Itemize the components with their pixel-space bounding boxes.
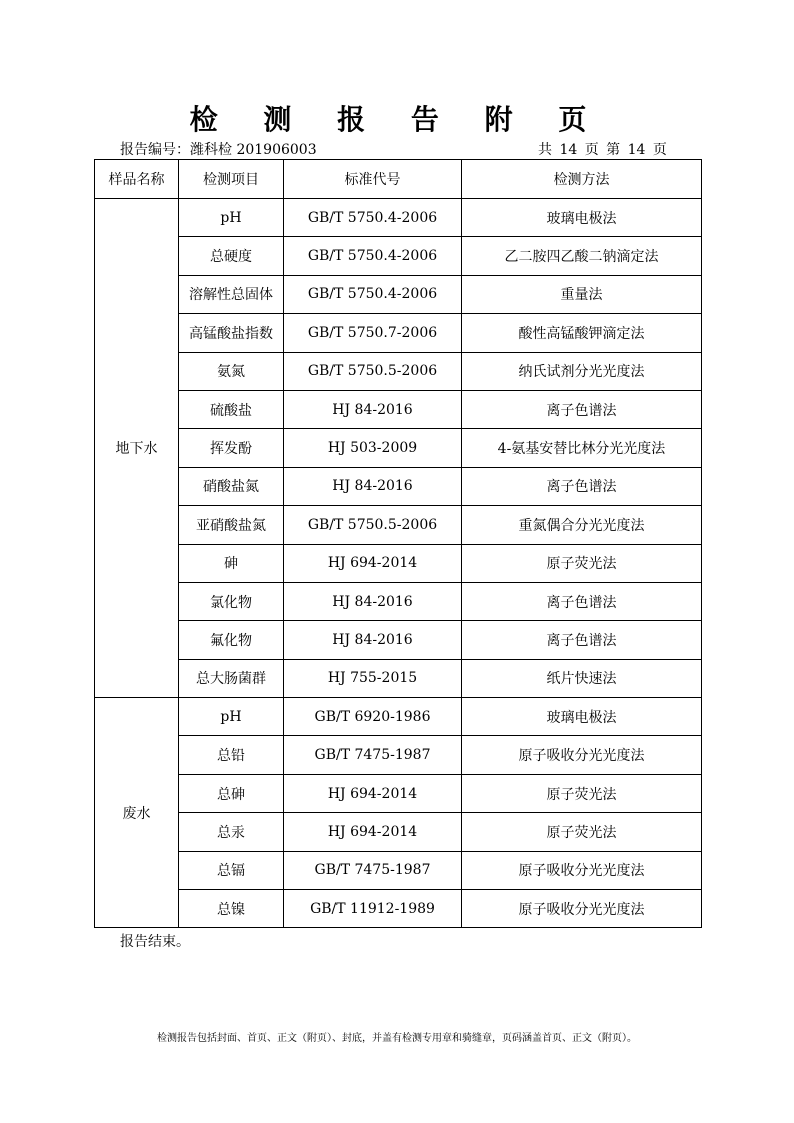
header-item: 检测项目 (179, 160, 284, 199)
test-item-cell: 总镉 (179, 851, 284, 889)
test-item-cell: 氟化物 (179, 621, 284, 659)
table-row (95, 813, 702, 851)
test-method-cell: 4-氨基安替比林分光光度法 (462, 429, 702, 467)
test-method-cell: 原子荧光法 (462, 813, 702, 851)
standard-code-cell: GB/T 11912-1989 (284, 890, 462, 928)
test-method-cell: 原子吸收分光光度法 (462, 851, 702, 889)
test-item-cell: 总铅 (179, 736, 284, 774)
test-item-cell: 亚硝酸盐氮 (179, 506, 284, 544)
test-method-cell: 纳氏试剂分光光度法 (462, 352, 702, 390)
test-item-cell: 砷 (179, 544, 284, 582)
standard-code-cell: HJ 503-2009 (284, 429, 462, 467)
standard-code-cell: GB/T 7475-1987 (284, 851, 462, 889)
test-method-cell: 重氮偶合分光光度法 (462, 506, 702, 544)
results-table (94, 159, 702, 928)
table-header-row (95, 160, 702, 199)
standard-code-cell: HJ 694-2014 (284, 774, 462, 812)
standard-code-cell: HJ 84-2016 (284, 390, 462, 428)
test-item-cell: 溶解性总固体 (179, 275, 284, 313)
table-row (95, 774, 702, 812)
standard-code-cell: GB/T 7475-1987 (284, 736, 462, 774)
sample-name-cell: 地下水 (95, 199, 179, 698)
table-row (95, 736, 702, 774)
table-row (95, 429, 702, 467)
test-item-cell: 总硬度 (179, 237, 284, 275)
test-method-cell: 离子色谱法 (462, 467, 702, 505)
test-method-cell: 纸片快速法 (462, 659, 702, 697)
test-item-cell: 总砷 (179, 774, 284, 812)
footer-note: 检测报告包括封面、首页、正文（附页）、封底，并盖有检测专用章和骑缝章，页码涵盖首页、正文（附页）。 (157, 1033, 637, 1044)
standard-code-cell: GB/T 5750.4-2006 (284, 275, 462, 313)
test-item-cell: 硫酸盐 (179, 390, 284, 428)
page-info: 共 14 页 第 14 页 (538, 142, 667, 158)
table-row (95, 890, 702, 928)
test-method-cell: 离子色谱法 (462, 390, 702, 428)
test-item-cell: 氨氮 (179, 352, 284, 390)
table-row (95, 390, 702, 428)
standard-code-cell: HJ 84-2016 (284, 467, 462, 505)
header-standard: 标准代号 (284, 160, 462, 199)
table-row (95, 659, 702, 697)
test-method-cell: 酸性高锰酸钾滴定法 (462, 314, 702, 352)
test-item-cell: 总镍 (179, 890, 284, 928)
report-number: 报告编号：潍科检 201906003 (120, 142, 317, 158)
standard-code-cell: HJ 755-2015 (284, 659, 462, 697)
table-row (95, 851, 702, 889)
table-row (95, 506, 702, 544)
test-item-cell: pH (179, 698, 284, 736)
standard-code-cell: HJ 694-2014 (284, 813, 462, 851)
test-method-cell: 玻璃电极法 (462, 199, 702, 237)
test-method-cell: 原子荧光法 (462, 544, 702, 582)
test-method-cell: 原子吸收分光光度法 (462, 890, 702, 928)
standard-code-cell: HJ 84-2016 (284, 621, 462, 659)
table-row (95, 544, 702, 582)
table-row (95, 314, 702, 352)
standard-code-cell: GB/T 5750.7-2006 (284, 314, 462, 352)
table-row (95, 698, 702, 736)
test-item-cell: 硝酸盐氮 (179, 467, 284, 505)
standard-code-cell: GB/T 5750.5-2006 (284, 506, 462, 544)
sample-name-cell: 废水 (95, 698, 179, 928)
table-row (95, 621, 702, 659)
test-item-cell: 总汞 (179, 813, 284, 851)
standard-code-cell: GB/T 5750.4-2006 (284, 237, 462, 275)
test-method-cell: 重量法 (462, 275, 702, 313)
test-item-cell: 高锰酸盐指数 (179, 314, 284, 352)
test-method-cell: 原子吸收分光光度法 (462, 736, 702, 774)
header-method: 检测方法 (462, 160, 702, 199)
end-note: 报告结束。 (120, 934, 190, 950)
table-row (95, 275, 702, 313)
standard-code-cell: GB/T 5750.5-2006 (284, 352, 462, 390)
test-method-cell: 原子荧光法 (462, 774, 702, 812)
table-row (95, 352, 702, 390)
test-item-cell: pH (179, 199, 284, 237)
document-title: 检 测 报 告 附 页 (189, 103, 605, 136)
test-item-cell: 总大肠菌群 (179, 659, 284, 697)
table-row (95, 467, 702, 505)
test-item-cell: 挥发酚 (179, 429, 284, 467)
header-sample: 样品名称 (95, 160, 179, 199)
test-method-cell: 乙二胺四乙酸二钠滴定法 (462, 237, 702, 275)
standard-code-cell: HJ 84-2016 (284, 582, 462, 620)
standard-code-cell: HJ 694-2014 (284, 544, 462, 582)
table-row (95, 582, 702, 620)
test-item-cell: 氯化物 (179, 582, 284, 620)
standard-code-cell: GB/T 5750.4-2006 (284, 199, 462, 237)
test-method-cell: 离子色谱法 (462, 621, 702, 659)
test-method-cell: 离子色谱法 (462, 582, 702, 620)
table-row (95, 199, 702, 237)
table-row (95, 237, 702, 275)
test-method-cell: 玻璃电极法 (462, 698, 702, 736)
table-body (95, 199, 702, 928)
standard-code-cell: GB/T 6920-1986 (284, 698, 462, 736)
